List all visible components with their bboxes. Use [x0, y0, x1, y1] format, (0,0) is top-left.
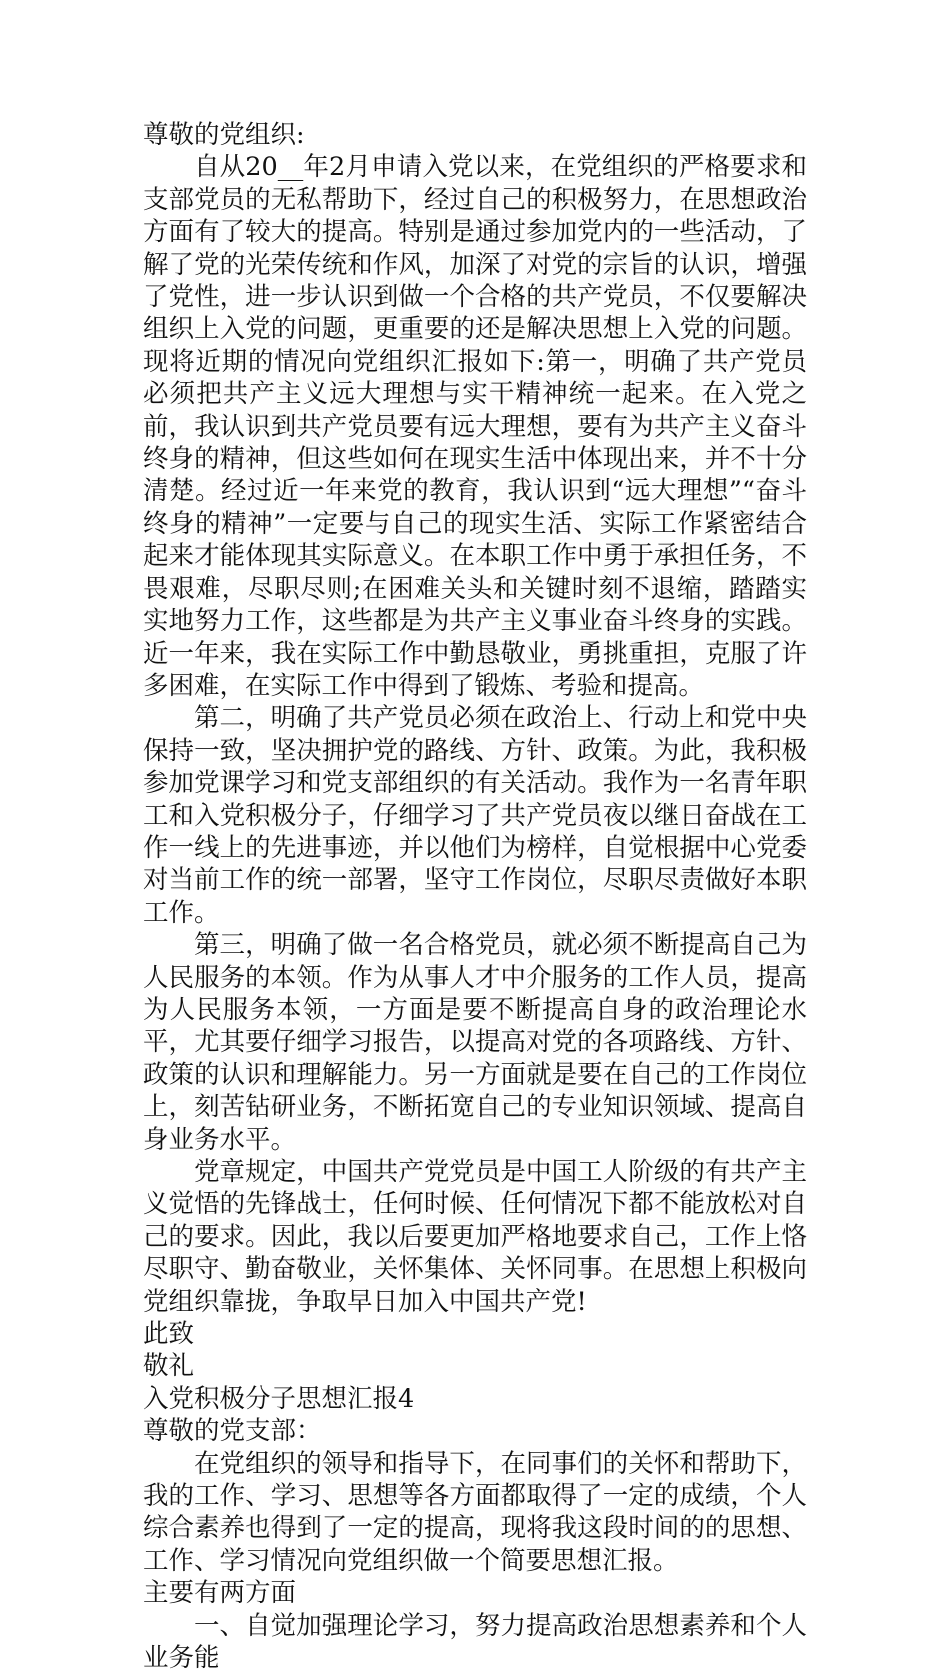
salutation: 尊敬的党支部：: [143, 1416, 322, 1447]
salutation: 尊敬的党组织:: [143, 120, 305, 150]
closing-line: 此致: [143, 1319, 195, 1350]
paragraph: 第三，明确了做一名合格党员，就必须不断提高自己为人民服务的本领。作为从事人才中介服务的工作人员，提高为人民服务本领，一方面是要不断提高自身的政治理论水平，尤其要仔细学习报告，以提高对党的各项路线、方针、政策的认识和理解能力。另一方面就是要在自己的工作岗位上，刻苦钻研业务，不断拓宽自己的专业知识领域、提高自身业务水平。: [143, 930, 807, 1155]
paragraph: 自从20__年2月申请入党以来，在党组织的严格要求和支部党员的无私帮助下，经过自己的积极努力，在思想政治方面有了较大的提高。特别是通过参加党内的一些活动，了解了党的光荣传统和作风，加深了对党的宗旨的认识，增强了党性，进一步认识到做一个合格的共产党员，不仅要解决组织上入党的问题，更重要的还是解决思想上入党的问题。现将近期的情况向党组织汇报如下:第一，明确了共产党员必须把共产主义远大理想与实干精神统一起来。在入党之前，我认识到共产党员要有远大理想，要有为共产主义奋斗终身的精神，但这些如何在现实生活中体现出来，并不十分清楚。经过近一年来党的教育，我认识到“远大理想”“奋斗终身的精神”一定要与自己的现实生活、实际工作紧密结合起来才能体现其实际意义。在本职工作中勇于承担任务，不畏艰难，尽职尽则;在困难关头和关键时刻不退缩，踏踏实实地努力工作，这些都是为共产主义事业奋斗终身的实践。近一年来，我在实际工作中勤恳敬业，勇挑重担，克服了许多困难，在实际工作中得到了锻炼、考验和提高。: [143, 152, 807, 701]
paragraph: 第二，明确了共产党员必须在政治上、行动上和党中央保持一致，坚决拥护党的路线、方针、政策。为此，我积极参加党课学习和党支部组织的有关活动。我作为一名青年职工和入党积极分子，仔细学习了共产党员夜以继日奋战在工作一线上的先进事迹，并以他们为榜样，自觉根据中心党委对当前工作的统一部署，坚守工作岗位，尽职尽责做好本职工作。: [143, 703, 807, 928]
document-body: [143, 119, 807, 1675]
paragraph: 一、自觉加强理论学习，努力提高政治思想素养和个人业务能: [143, 1610, 807, 1674]
paragraph: 党章规定，中国共产党党员是中国工人阶级的有共产主义觉悟的先锋战士，任何时候、任何情况下都不能放松对自己的要求。因此，我以后要更加严格地要求自己，工作上恪尽职守、勤奋敬业，关怀集体、关怀同事。在思想上积极向党组织靠拢，争取早日加入中国共产党!: [143, 1157, 807, 1317]
section-title: 入党积极分子思想汇报4: [143, 1383, 415, 1414]
paragraph: 主要有两方面: [143, 1578, 297, 1609]
closing-line: 敬礼: [143, 1351, 195, 1382]
paragraph: 在党组织的领导和指导下，在同事们的关怀和帮助下，我的工作、学习、思想等各方面都取得了一定的成绩，个人综合素养也得到了一定的提高，现将我这段时间的的思想、工作、学习情况向党组织做一个简要思想汇报。: [143, 1448, 807, 1576]
